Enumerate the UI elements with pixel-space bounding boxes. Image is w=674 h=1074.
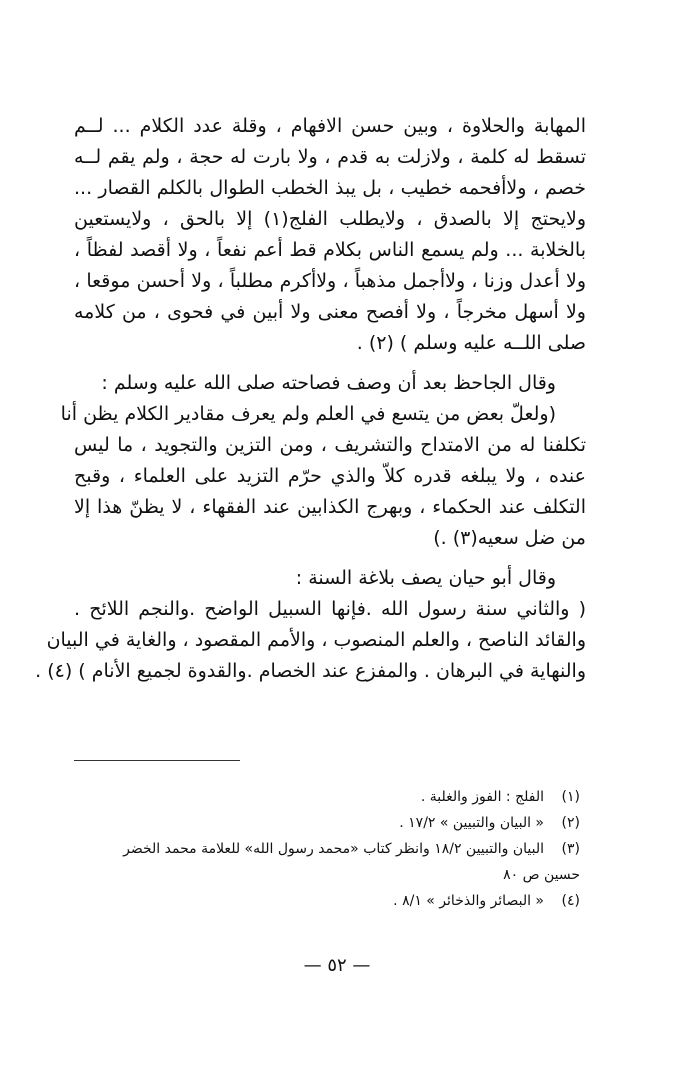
text-line: خصم ، ولاأفحمه خطيب ، بل يبذ الخطب الطوال بالكلم القصار ...: [74, 177, 586, 199]
text-line: ولايحتج إلا بالصدق ، ولايطلب الفلج(١) إلا بالحق ، ولايستعين: [74, 208, 587, 230]
paragraph-2: [60, 369, 586, 555]
footnote-number: (٢): [561, 815, 580, 831]
footnote-text: « البصائر والذخائر » ٨/١ .: [393, 893, 544, 909]
text-line: المهابة والحلاوة ، وبين حسن الافهام ، وقلة عدد الكلام ... لــم: [74, 115, 586, 137]
main-text: [35, 112, 587, 688]
text-line: (ولعلّ بعض من يتسع في العلم ولم يعرف مقادير الكلام يظن أنا: [60, 403, 556, 425]
text-line: بالخلابة ... ولم يسمع الناس بكلام قط أعم نفعاً ، ولا أقصد لفظاً ،: [74, 239, 586, 261]
text-line: وقال الجاحظ بعد أن وصف فصاحته صلى الله عليه وسلم :: [101, 372, 556, 394]
footnote: [74, 812, 586, 838]
text-line: عنده ، ولا يبلغه قدره كلاّ والذي حرّم التزيد على العلماء ، وقبح: [74, 465, 586, 487]
footnote-text: حسين ص ٨٠: [503, 867, 580, 883]
text-line: ( والثاني سنة رسول الله .فإنها السبيل الواضح .والنجم اللائح .: [74, 598, 586, 620]
text-line: ولا أسهل مخرجاً ، ولا أفصح معنى ولا أبين في فحوى ، من كلامه: [74, 301, 586, 323]
footnote-number: (١): [561, 789, 580, 805]
text-line: تكلفنا له من الامتداح والتشريف ، ومن التزين والتجويد ، ما ليس: [74, 434, 586, 456]
footnote-number: (٤): [561, 893, 580, 909]
text-line: وقال أبو حيان يصف بلاغة السنة :: [295, 567, 556, 589]
footnote: [74, 838, 586, 864]
text-line: صلى اللــه عليه وسلم ) (٢) .: [356, 332, 586, 354]
footnote-divider: [74, 760, 240, 761]
footnote-number: (٣): [561, 841, 580, 857]
page-number: — ٥٢ —: [303, 955, 371, 976]
text-line: والنهاية في البرهان . والمفزع عند الخصام .والقدوة لجميع الأنام ) (٤) .: [35, 660, 586, 682]
footnote-continuation: [74, 864, 586, 890]
paragraph-1: [74, 112, 586, 360]
footnote-text: البيان والتبيين ١٨/٢ وانظر كتاب «محمد رسول الله» للعلامة محمد الخضر: [123, 841, 544, 857]
footnotes: [74, 760, 586, 916]
text-line: والقائد الناصح ، والعلم المنصوب ، والأمم المقصود ، والغاية في البيان: [46, 629, 586, 651]
paragraph-3: [35, 564, 586, 688]
text-line: ولا أعدل وزنا ، ولاأجمل مذهباً ، ولاأكرم مطلباً ، ولا أحسن موقعا ،: [74, 270, 586, 292]
footnote: [74, 786, 586, 812]
footnote: [74, 890, 586, 916]
footnote-text: « البيان والتبيين » ١٧/٢ .: [399, 815, 544, 831]
text-line: تسقط له كلمة ، ولازلت به قدم ، ولا بارت له حجة ، ولم يقم لــه: [74, 146, 586, 168]
footnote-text: الفلج : الفوز والغلبة .: [420, 789, 544, 805]
text-line: من ضل سعيه(٣) .): [433, 527, 586, 549]
text-line: التكلف عند الحكماء ، وبهرج الكذابين عند الفقهاء ، لا يظنّ هذا إلا: [74, 496, 586, 518]
